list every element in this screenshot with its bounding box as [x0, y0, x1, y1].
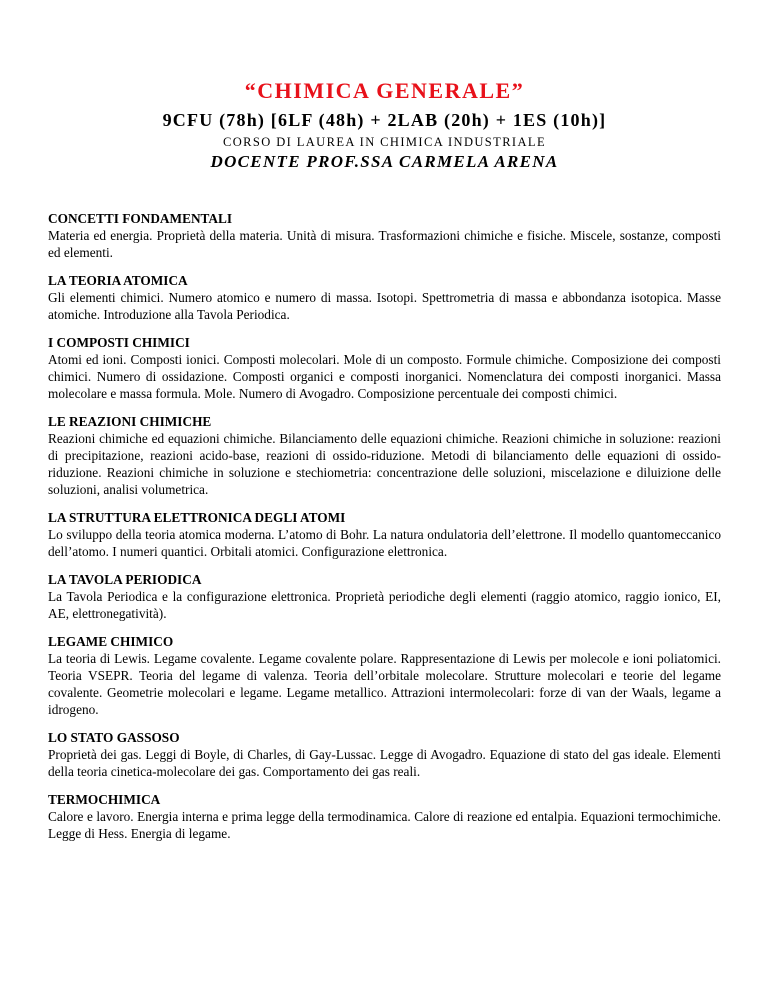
section-reazioni-chimiche [48, 413, 721, 498]
section-body: Gli elementi chimici. Numero atomico e numero di massa. Isotopi. Spettrometria di massa e abbondanza isotopica. Masse atomiche. Introduzione alla Tavola Periodica. [48, 290, 721, 322]
section-body: Reazioni chimiche ed equazioni chimiche. Bilanciamento delle equazioni chimiche. Reazioni chimiche in soluzione: reazioni di precipitazione, reazioni acido-base, reazioni di ossido-riduzione. Metodi di bilanciamento delle equazioni di ossido-riduzione. Reazioni chimiche in soluzione e stechiometria: concentrazione delle soluzioni, miscelazione e diluizione delle soluzioni, analisi volumetrica. [48, 431, 721, 497]
section-body: La Tavola Periodica e la configurazione elettronica. Proprietà periodiche degli elementi (raggio atomico, raggio ionico, EI, AE, elettronegatività). [48, 589, 721, 621]
section-body: Lo sviluppo della teoria atomica moderna. L’atomo di Bohr. La natura ondulatoria dell’elettrone. Il modello quantomeccanico dell’atomo. I numeri quantici. Orbitali atomici. Configurazione elettronica. [48, 527, 721, 559]
section-heading: LO STATO GASSOSO [48, 730, 180, 745]
section-heading: LE REAZIONI CHIMICHE [48, 414, 212, 429]
syllabus-sections [48, 210, 721, 842]
section-heading: TERMOCHIMICA [48, 792, 161, 807]
section-legame-chimico [48, 633, 721, 718]
section-heading: LA TAVOLA PERIODICA [48, 572, 202, 587]
section-heading: LA TEORIA ATOMICA [48, 273, 188, 288]
section-body: La teoria di Lewis. Legame covalente. Legame covalente polare. Rappresentazione di Lewis per molecole e ioni poliatomici. Teoria VSEPR. Teoria del legame di valenza. Teoria dell’orbitale molecolare. Strutture molecolari e teorie del legame covalente. Geometrie molecolari e legame. Legame metallico. Attrazioni intermolecolari: forze di van der Waals, legame a idrogeno. [48, 651, 721, 717]
section-body: Materia ed energia. Proprietà della materia. Unità di misura. Trasformazioni chimiche e fisiche. Miscele, sostanze, composti ed elementi. [48, 228, 721, 260]
section-termochimica [48, 791, 721, 842]
section-stato-gassoso [48, 729, 721, 780]
section-teoria-atomica [48, 272, 721, 323]
section-heading: CONCETTI FONDAMENTALI [48, 211, 233, 226]
section-heading: LEGAME CHIMICO [48, 634, 174, 649]
teacher-name: DOCENTE PROF.SSA CARMELA ARENA [210, 152, 559, 171]
section-heading: I COMPOSTI CHIMICI [48, 335, 190, 350]
section-body: Calore e lavoro. Energia interna e prima legge della termodinamica. Calore di reazione ed entalpia. Equazioni termochimiche. Legge di Hess. Energia di legame. [48, 809, 721, 841]
section-body: Atomi ed ioni. Composti ionici. Composti molecolari. Mole di un composto. Formule chimiche. Composizione dei composti chimici. Numero di ossidazione. Composti organici e composti inorganici. Nomenclatura dei composti inorganici. Massa molecolare e massa formula. Mole. Numero di Avogadro. Composizione percentuale dei composti chimici. [48, 352, 721, 401]
credits-line: 9CFU (78h) [6LF (48h) + 2LAB (20h) + 1ES (10h)] [162, 110, 607, 130]
degree-course: CORSO DI LAUREA IN CHIMICA INDUSTRIALE [223, 135, 546, 149]
section-body: Proprietà dei gas. Leggi di Boyle, di Charles, di Gay-Lussac. Legge di Avogadro. Equazione di stato del gas ideale. Elementi della teoria cinetica-molecolare dei gas. Comportamento dei gas reali. [48, 747, 721, 779]
section-tavola-periodica [48, 571, 721, 622]
document-title: “CHIMICA GENERALE” [244, 78, 525, 103]
document-header [48, 78, 721, 173]
section-struttura-elettronica [48, 509, 721, 560]
section-composti-chimici [48, 334, 721, 402]
section-concetti-fondamentali [48, 210, 721, 261]
section-heading: LA STRUTTURA ELETTRONICA DEGLI ATOMI [48, 510, 346, 525]
